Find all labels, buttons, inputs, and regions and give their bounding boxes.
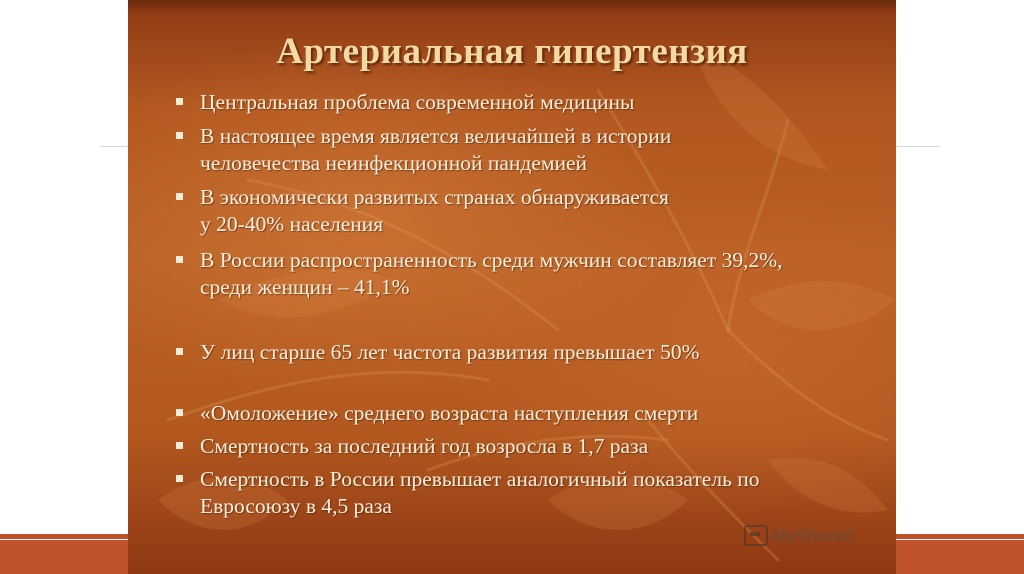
bullet-item (176, 247, 876, 301)
bullet-item (176, 339, 876, 366)
bullet-item (176, 433, 876, 460)
bullet-text (200, 339, 699, 366)
bullet-line: среди женщин – 41,1% (200, 275, 410, 299)
bullet-line: В экономически развитых странах обнаруживается (200, 185, 669, 209)
bullet-line: В настоящее время является величайшей в истории (200, 124, 672, 148)
bullet-marker (176, 409, 183, 416)
bullet-marker (176, 98, 183, 105)
watermark-text: MyShared (772, 525, 854, 545)
bullet-text (200, 433, 648, 460)
bullet-text (200, 400, 698, 427)
bullet-text (200, 184, 669, 238)
bullet-item (176, 123, 876, 177)
divider-line-right (896, 146, 940, 147)
bullet-item (176, 400, 876, 427)
bullet-text (200, 466, 760, 520)
bullet-line: у 20-40% населения (200, 212, 384, 236)
slide (128, 0, 896, 574)
bullet-item (176, 184, 876, 238)
watermark (744, 525, 853, 546)
bullet-marker (176, 132, 183, 139)
bullet-line: Центральная проблема современной медицины (200, 90, 635, 114)
bullet-marker (176, 348, 183, 355)
bullet-line: «Омоложение» среднего возраста наступления смерти (200, 401, 699, 425)
bullet-item (176, 466, 876, 520)
bullet-line: Смертность в России превышает аналогичный показатель по (200, 467, 760, 491)
bullet-item (176, 89, 876, 116)
bullet-line: В России распространенность среди мужчин составляет 39,2%, (200, 248, 783, 272)
bullet-line: У лиц старше 65 лет частота развития превышает 50% (200, 340, 700, 364)
bullet-marker (176, 193, 183, 200)
presentation-icon (744, 525, 768, 546)
bullet-marker (176, 475, 183, 482)
bullet-text (200, 123, 671, 177)
divider-line-left (100, 146, 128, 147)
bullet-line: Смертность за последний год возросла в 1,7 раза (200, 434, 649, 458)
slide-title: Артериальная гипертензия (276, 31, 748, 72)
bullet-marker (176, 256, 183, 263)
bullet-line: Евросоюзу в 4,5 раза (200, 494, 392, 518)
bullet-text (200, 247, 782, 301)
bullet-text (200, 89, 634, 116)
bullet-marker (176, 442, 183, 449)
bullet-line: человечества неинфекционной пандемией (200, 151, 588, 175)
